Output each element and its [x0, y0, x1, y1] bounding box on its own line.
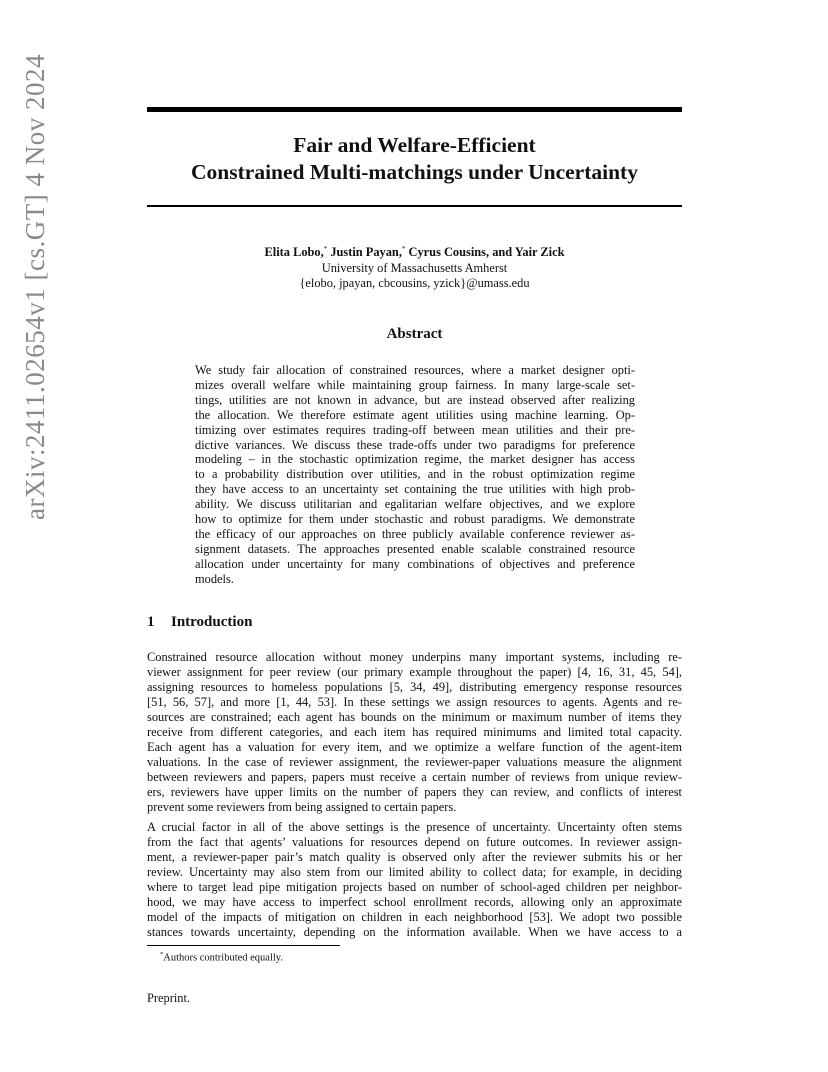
paragraph-line: model of the impacts of mitigation on children in each neighborhood [53]. We adopt two possible [147, 910, 682, 924]
section-number: 1 [147, 614, 155, 630]
footnote-text: Authors contributed equally. [163, 952, 284, 964]
title-line-2: Constrained Multi-matchings under Uncertainty [191, 160, 638, 184]
abstract-line: tings, utilities are not known in advance, but are instead observed after realizing [195, 392, 635, 407]
paragraph-line: where to target lead pipe mitigation projects based on number of school-aged children per neighbor- [147, 880, 682, 894]
abstract-line: timizing over estimates requires trading-off between mean utilities and their pre- [195, 422, 635, 437]
author-emails: {elobo, jpayan, cbcousins, yzick}@umass.edu [299, 276, 530, 291]
abstract-line: models. [195, 571, 234, 586]
paragraph-line: sources are constrained; each agent has bounds on the minimum or maximum number of items they [147, 710, 682, 724]
abstract-line: modeling – in the stochastic optimization regime, the market designer has access [195, 452, 635, 467]
paragraph-line: prevent some reviewers from being assigned to certain papers. [147, 800, 457, 814]
equal-contribution-mark: * [323, 245, 328, 253]
affiliation: University of Massachusetts Amherst [321, 260, 508, 275]
preprint-label: Preprint. [147, 991, 191, 1005]
paragraph-line: Constrained resource allocation without money underpins many important systems, including re- [147, 650, 682, 664]
title-line-1: Fair and Welfare-Efficient [293, 133, 536, 157]
intro-paragraph-1 [147, 650, 682, 815]
paragraph-line: assigning resources to homeless populations [5, 34, 49], distributing emergency response resources [147, 680, 682, 694]
paragraph-line: stances towards uncertainty, depending on the information available. When we have access to a [147, 925, 682, 939]
paragraph-line: between reviewers and papers, papers must receive a certain number of reviews from unique review- [147, 770, 682, 784]
footnote [160, 951, 283, 964]
paragraph-line: receive from different categories, and each item has required minimums and limited total capacity. [147, 725, 682, 739]
paragraph-line: [51, 56, 57], and more [1, 44, 53]. In these settings we assign resources to agents. Agents and re- [147, 695, 682, 709]
author-name-payan: Justin Payan, [327, 245, 402, 260]
abstract-body [195, 363, 635, 587]
abstract-line: the allocation. We therefore estimate agent utilities using machine learning. Op- [195, 407, 635, 422]
paragraph-line: Each agent has a valuation for every item, and we optimize a welfare function of the agent-item [147, 740, 682, 754]
author-block [147, 242, 682, 292]
paragraph-line: ers, reviewers have upper limits on the number of papers they can review, and conflicts of interest [147, 785, 682, 799]
paper-title [147, 132, 682, 186]
arxiv-identifier: arXiv:2411.02654v1 [cs.GT] 4 Nov 2024 [20, 54, 50, 520]
footnote-mark: * [160, 951, 164, 958]
abstract-line: ability. We discuss utilitarian and egalitarian welfare objectives, and we explore [195, 497, 635, 512]
paragraph-line: hood, we may have access to imperfect school enrollment records, allowing only an approximate [147, 895, 682, 909]
equal-contribution-mark: * [401, 245, 406, 253]
paragraph-line: A crucial factor in all of the above settings is the presence of uncertainty. Uncertainty often stems [147, 820, 682, 834]
paragraph-line: valuations. In the case of reviewer assignment, the reviewer-paper valuations measure the alignment [147, 755, 682, 769]
abstract-line: the efficacy of our approaches on three publicly available conference reviewer as- [195, 526, 635, 541]
section-heading-introduction [147, 614, 252, 631]
abstract-line: signment datasets. The approaches presented enable scalable constrained resource [195, 541, 635, 556]
paragraph-line: ment, a reviewer-paper pair’s match quality is observed only after the reviewer submits his or her [147, 850, 682, 864]
author-name-lobo: Elita Lobo, [264, 245, 324, 260]
title-top-rule [147, 107, 682, 112]
intro-paragraph-2 [147, 820, 682, 940]
paragraph-line: from the fact that agents’ valuations for resources depend on future outcomes. In reviewer assign- [147, 835, 682, 849]
abstract-line: to a probability distribution over utilities, and in the robust optimization regime [195, 467, 635, 482]
abstract-line: mizes overall welfare while maintaining group fairness. In many large-scale set- [195, 377, 635, 392]
title-bottom-rule [147, 205, 682, 207]
author-names [147, 242, 682, 261]
section-title: Introduction [171, 614, 253, 630]
abstract-line: how to optimize for them under stochastic and robust paradigms. We demonstrate [195, 512, 635, 527]
author-names-rest: Cyrus Cousins, and Yair Zick [405, 245, 565, 260]
paragraph-line: review. Uncertainty may also stem from our limited ability to collect data; for example, in deciding [147, 865, 682, 879]
paragraph-line: viewer assignment for peer review (our primary example throughout the paper) [4, 16, 31, 45, 54], [147, 665, 682, 679]
abstract-line: allocation under uncertainty for many combinations of objectives and preference [195, 556, 635, 571]
abstract-line: they have access to an uncertainty set containing the true utilities with high prob- [195, 482, 635, 497]
footnote-rule [147, 945, 340, 946]
abstract-line: We study fair allocation of constrained resources, where a market designer opti- [195, 363, 635, 377]
abstract-heading: Abstract [386, 326, 443, 342]
abstract-line: dictive variances. We discuss these trade-offs under two paradigms for preference [195, 437, 635, 452]
